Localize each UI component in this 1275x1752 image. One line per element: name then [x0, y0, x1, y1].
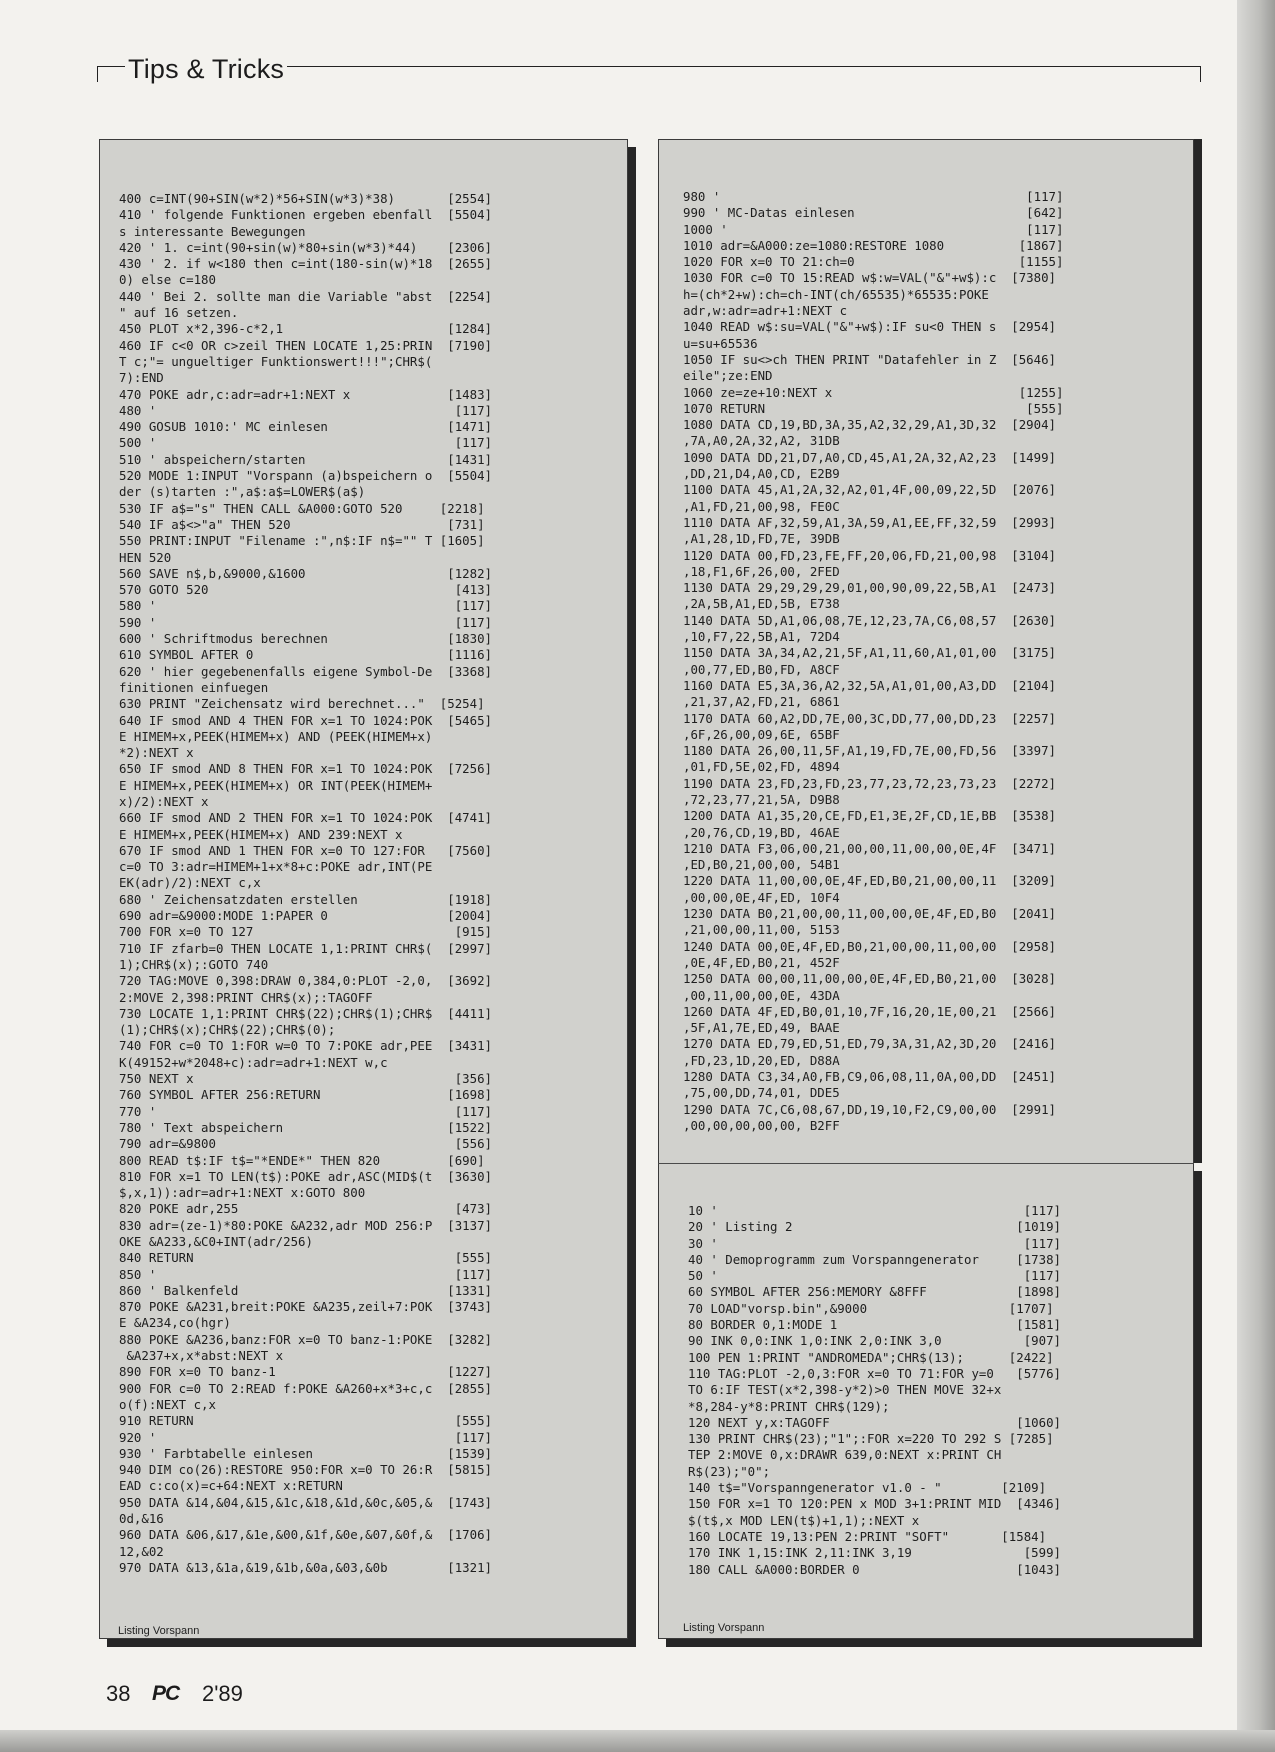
code-line: ,6F,26,00,09,6E, 65BF — [683, 726, 840, 742]
code-line: 30 ' [117] — [688, 1235, 1061, 1251]
code-line: 430 ' 2. if w<180 then c=int(180-sin(w)*18 [2655] — [119, 256, 492, 272]
section-header — [97, 54, 1201, 84]
code-line: 930 ' Farbtabelle einlesen [1539] — [119, 1445, 492, 1461]
code-line: $(t$,x MOD LEN(t$)+1,1);:NEXT x — [688, 1512, 920, 1528]
code-line: 620 ' hier gegebenenfalls eigene Symbol-De [3368] — [119, 663, 492, 679]
code-line: 1220 DATA 11,00,00,0E,4F,ED,B0,21,00,00,11 [3209] — [683, 873, 1056, 889]
code-line: 450 PLOT x*2,396-c*2,1 [1284] — [119, 321, 492, 337]
code-line: 1290 DATA 7C,C6,08,67,DD,19,10,F2,C9,00,00 [2991] — [683, 1101, 1056, 1117]
code-line: ,00,00,0E,4F,ED, 10F4 — [683, 889, 840, 905]
code-line: 710 IF zfarb=0 THEN LOCATE 1,1:PRINT CHR$( [2997] — [119, 940, 492, 956]
page-bottom-shadow — [0, 1730, 1275, 1752]
issue-label: 2'89 — [202, 1681, 243, 1706]
code-line: 970 DATA &13,&1a,&19,&1b,&0a,&03,&0b [1321] — [119, 1559, 492, 1575]
code-line: 1200 DATA A1,35,20,CE,FD,E1,3E,2F,CD,1E,BB [3538] — [683, 808, 1056, 824]
code-line: finitionen einfuegen — [119, 679, 269, 695]
code-line: 1180 DATA 26,00,11,5F,A1,19,FD,7E,00,FD,56 [3397] — [683, 743, 1056, 759]
code-line: 750 NEXT x [356] — [119, 1071, 492, 1087]
code-line: 1120 DATA 00,FD,23,FE,FF,20,06,FD,21,00,98 [3104] — [683, 547, 1056, 563]
code-line: 1);CHR$(x);:GOTO 740 — [119, 956, 269, 972]
code-line: 1260 DATA 4F,ED,B0,01,10,7F,16,20,1E,00,21 [2566] — [683, 1003, 1056, 1019]
code-line: 50 ' [117] — [688, 1268, 1061, 1284]
code-listing-left — [119, 191, 492, 1576]
code-line: 1010 adr=&A000:ze=1080:RESTORE 1080 [1867] — [683, 237, 1064, 253]
code-line: $,x,1)):adr=adr+1:NEXT x:GOTO 800 — [119, 1185, 366, 1201]
code-line: *2):NEXT x — [119, 745, 194, 761]
code-line: 1080 DATA CD,19,BD,3A,35,A2,32,29,A1,3D,32 [2904] — [683, 417, 1056, 433]
code-line: 420 ' 1. c=int(90+sin(w)*80+sin(w*3)*44) [2306] — [119, 239, 492, 255]
code-line: 520 MODE 1:INPUT "Vorspann (a)bspeichern o [5504] — [119, 468, 492, 484]
code-line: 800 READ t$:IF t$="*ENDE*" THEN 820 [690] — [119, 1152, 485, 1168]
code-line: 1000 ' [117] — [683, 221, 1064, 237]
code-line: 410 ' folgende Funktionen ergeben ebenfall [5504] — [119, 207, 492, 223]
code-line: E HIMEM+x,PEEK(HIMEM+x) AND (PEEK(HIMEM+x) — [119, 728, 433, 744]
code-line: 2:MOVE 2,398:PRINT CHR$(x);:TAGOFF — [119, 989, 373, 1005]
code-line: 150 FOR x=1 TO 120:PEN x MOD 3+1:PRINT MID [4346] — [688, 1496, 1061, 1512]
code-line: OKE &A233,&C0+INT(adr/256) — [119, 1234, 313, 1249]
code-line: 1090 DATA DD,21,D7,A0,CD,45,A1,2A,32,A2,23 [1499] — [683, 449, 1056, 465]
code-line: 1020 FOR x=0 TO 21:ch=0 [1155] — [683, 254, 1064, 270]
code-line: 1110 DATA AF,32,59,A1,3A,59,A1,EE,FF,32,59 [2993] — [683, 514, 1056, 530]
code-line: 1030 FOR c=0 TO 15:READ w$:w=VAL("&"+w$):c [7380] — [683, 270, 1056, 286]
code-line: ,01,FD,5E,02,FD, 4894 — [683, 759, 840, 775]
code-line: ,2A,5B,A1,ED,5B, E738 — [683, 596, 840, 612]
code-line: 870 POKE &A231,breit:POKE &A235,zeil+7:POK [3743] — [119, 1299, 492, 1315]
code-line: 740 FOR c=0 TO 1:FOR w=0 TO 7:POKE adr,PEE [3431] — [119, 1038, 492, 1054]
code-line: u=su+65536 — [683, 335, 758, 351]
code-line: eile";ze:END — [683, 368, 773, 384]
code-line: 730 LOCATE 1,1:PRINT CHR$(22);CHR$(1);CHR$ [4411] — [119, 1005, 492, 1021]
code-line: 590 ' [117] — [119, 614, 492, 630]
code-line: 880 POKE &A236,banz:FOR x=0 TO banz-1:POKE [3282] — [119, 1331, 492, 1347]
code-line: 440 ' Bei 2. sollte man die Variable "abst [2254] — [119, 288, 492, 304]
code-line: 770 ' [117] — [119, 1103, 492, 1119]
code-line: 580 ' [117] — [119, 598, 492, 614]
code-line: ,A1,28,1D,FD,7E, 39DB — [683, 531, 840, 547]
code-line: 630 PRINT "Zeichensatz wird berechnet..." [5254] — [119, 696, 485, 712]
code-line: 400 c=INT(90+SIN(w*2)*56+SIN(w*3)*38) [2554] — [119, 191, 492, 206]
code-line: 490 GOSUB 1010:' MC einlesen [1471] — [119, 419, 492, 435]
code-line: ,00,00,00,00,00, B2FF — [683, 1117, 840, 1133]
listing-caption-right: Listing Vorspann — [683, 1622, 765, 1634]
code-line: 610 SYMBOL AFTER 0 [1116] — [119, 647, 492, 663]
code-line: 1050 IF su<>ch THEN PRINT "Datafehler in Z [5646] — [683, 351, 1056, 367]
code-listing-right-top — [683, 189, 1063, 1134]
code-line: 160 LOCATE 19,13:PEN 2:PRINT "SOFT" [1584] — [688, 1528, 1047, 1544]
code-line: 1170 DATA 60,A2,DD,7E,00,3C,DD,77,00,DD,23 [2257] — [683, 710, 1056, 726]
page-number: 38 — [106, 1681, 131, 1706]
code-line: 1130 DATA 29,29,29,29,01,00,90,09,22,5B,A1 [2473] — [683, 580, 1056, 596]
code-line: s interessante Bewegungen — [119, 223, 306, 239]
code-line: o(f):NEXT c,x — [119, 1396, 216, 1412]
code-line: E HIMEM+x,PEEK(HIMEM+x) AND 239:NEXT x — [119, 826, 403, 842]
code-line: ,5F,A1,7E,ED,49, BAAE — [683, 1020, 840, 1036]
code-line: 810 FOR x=1 TO LEN(t$):POKE adr,ASC(MID$(t [3630] — [119, 1168, 492, 1184]
code-line: 1250 DATA 00,00,11,00,00,0E,4F,ED,B0,21,00 [3028] — [683, 971, 1056, 987]
code-line: 1240 DATA 00,0E,4F,ED,B0,21,00,00,11,00,00 [2958] — [683, 938, 1056, 954]
code-line: 790 adr=&9800 [556] — [119, 1136, 492, 1152]
code-line: ,20,76,CD,19,BD, 46AE — [683, 824, 840, 840]
code-line: 1230 DATA B0,21,00,00,11,00,00,0E,4F,ED,B0 [2041] — [683, 906, 1056, 922]
code-line: ,7A,A0,2A,32,A2, 31DB — [683, 433, 840, 449]
code-line: ,72,23,77,21,5A, D9B8 — [683, 791, 840, 807]
code-line: 600 ' Schriftmodus berechnen [1830] — [119, 631, 492, 647]
code-line: ,21,00,00,11,00, 5153 — [683, 922, 840, 938]
code-line: 510 ' abspeichern/starten [1431] — [119, 451, 492, 467]
code-line: h=(ch*2+w):ch=ch-INT(ch/65535)*65535:POKE — [683, 286, 989, 302]
code-line: 140 t$="Vorspanngenerator v1.0 - " [2109] — [688, 1480, 1047, 1496]
code-line: x)/2):NEXT x — [119, 793, 209, 809]
code-line: *8,284-y*8:PRINT CHR$(129); — [688, 1398, 890, 1414]
code-line: 820 POKE adr,255 [473] — [119, 1201, 492, 1217]
code-line: ,18,F1,6F,26,00, 2FED — [683, 563, 840, 579]
code-line: 910 RETURN [555] — [119, 1413, 492, 1429]
code-line: 0) else c=180 — [119, 272, 216, 288]
code-line: 640 IF smod AND 4 THEN FOR x=1 TO 1024:POK [5465] — [119, 712, 492, 728]
code-line: 550 PRINT:INPUT "Filename :",n$:IF n$="" T [1605] — [119, 533, 485, 549]
code-line: 960 DATA &06,&17,&1e,&00,&1f,&0e,&07,&0f,& [1706] — [119, 1527, 492, 1543]
code-line: 570 GOTO 520 [413] — [119, 582, 492, 598]
code-line: 90 INK 0,0:INK 1,0:INK 2,0:INK 3,0 [907] — [688, 1333, 1061, 1349]
code-line: 460 IF c<0 OR c>zeil THEN LOCATE 1,25:PRIN [7190] — [119, 337, 492, 353]
code-line: 830 adr=(ze-1)*80:POKE &A232,adr MOD 256:P [3137] — [119, 1217, 492, 1233]
code-line: 720 TAG:MOVE 0,398:DRAW 0,384,0:PLOT -2,0, [3692] — [119, 973, 492, 989]
code-line: 1190 DATA 23,FD,23,FD,23,77,23,72,23,73,23 [2272] — [683, 775, 1056, 791]
code-line: 560 SAVE n$,b,&9000,&1600 [1282] — [119, 565, 492, 581]
code-line: 890 FOR x=0 TO banz-1 [1227] — [119, 1364, 492, 1380]
code-line: HEN 520 — [119, 549, 172, 565]
code-line: 850 ' [117] — [119, 1266, 492, 1282]
code-line: 1280 DATA C3,34,A0,FB,C9,06,08,11,0A,00,DD [2451] — [683, 1069, 1056, 1085]
code-line: 670 IF smod AND 1 THEN FOR x=0 TO 127:FOR [7560] — [119, 842, 492, 858]
listing-caption-left: Listing Vorspann — [118, 1625, 200, 1637]
code-listing-right-bottom — [688, 1203, 1061, 1578]
code-line: 980 ' [117] — [683, 189, 1064, 204]
magazine-logo: PC — [152, 1682, 180, 1705]
code-line: adr,w:adr=adr+1:NEXT c — [683, 303, 848, 319]
code-line: 80 BORDER 0,1:MODE 1 [1581] — [688, 1317, 1061, 1333]
code-line: ,10,F7,22,5B,A1, 72D4 — [683, 629, 840, 645]
code-line: ,21,37,A2,FD,21, 6861 — [683, 694, 840, 710]
code-line: 660 IF smod AND 2 THEN FOR x=1 TO 1024:POK [4741] — [119, 810, 492, 826]
code-line: 860 ' Balkenfeld [1331] — [119, 1282, 492, 1298]
code-line: c=0 TO 3:adr=HIMEM+1+x*8+c:POKE adr,INT(PE — [119, 859, 433, 875]
code-line: ,DD,21,D4,A0,CD, E2B9 — [683, 466, 840, 482]
code-line: 1160 DATA E5,3A,36,A2,32,5A,A1,01,00,A3,DD [2104] — [683, 677, 1056, 693]
code-line: 780 ' Text abspeichern [1522] — [119, 1119, 492, 1135]
code-line: TEP 2:MOVE 0,x:DRAWR 639,0:NEXT x:PRINT CH — [688, 1447, 1002, 1463]
code-line: 990 ' MC-Datas einlesen [642] — [683, 205, 1064, 221]
code-line: 920 ' [117] — [119, 1429, 492, 1445]
code-line: 900 FOR c=0 TO 2:READ f:POKE &A260+x*3+c,c [2855] — [119, 1380, 492, 1396]
code-line: E &A234,co(hgr) — [119, 1315, 231, 1331]
page-binding-shadow — [1237, 0, 1275, 1752]
code-line: 100 PEN 1:PRINT "ANDROMEDA";CHR$(13); [2422] — [688, 1349, 1054, 1365]
code-line: 60 SYMBOL AFTER 256:MEMORY &8FFF [1898] — [688, 1284, 1061, 1300]
code-line: 500 ' [117] — [119, 435, 492, 451]
code-line: T c;"= ungueltiger Funktionswert!!!";CHR$( — [119, 353, 433, 369]
code-line: 120 NEXT y,x:TAGOFF [1060] — [688, 1414, 1061, 1430]
code-line: ,ED,B0,21,00,00, 54B1 — [683, 857, 840, 873]
code-line: 180 CALL &A000:BORDER 0 [1043] — [688, 1561, 1061, 1577]
code-line: 1210 DATA F3,06,00,21,00,00,11,00,00,0E,4F [3471] — [683, 840, 1056, 856]
code-line: ,0E,4F,ED,B0,21, 452F — [683, 954, 840, 970]
code-line: 1040 READ w$:su=VAL("&"+w$):IF su<0 THEN s [2954] — [683, 319, 1056, 335]
code-line: 10 ' [117] — [688, 1203, 1061, 1218]
code-line: 110 TAG:PLOT -2,0,3:FOR x=0 TO 71:FOR y=0 [5776] — [688, 1365, 1061, 1381]
code-line: (1);CHR$(x);CHR$(22);CHR$(0); — [119, 1022, 336, 1038]
code-line: 130 PRINT CHR$(23);"1";:FOR x=220 TO 292 S [7285] — [688, 1431, 1054, 1447]
code-line: 700 FOR x=0 TO 127 [915] — [119, 924, 492, 940]
code-line: 1140 DATA 5D,A1,06,08,7E,12,23,7A,C6,08,57 [2630] — [683, 612, 1056, 628]
code-line: &A237+x,x*abst:NEXT x — [126, 1348, 284, 1364]
code-line: 470 POKE adr,c:adr=adr+1:NEXT x [1483] — [119, 386, 492, 402]
code-line: E HIMEM+x,PEEK(HIMEM+x) OR INT(PEEK(HIMEM+ — [119, 777, 433, 793]
code-line: K(49152+w*2048+c):adr=adr+1:NEXT w,c — [119, 1054, 388, 1070]
code-line: 690 adr=&9000:MODE 1:PAPER 0 [2004] — [119, 908, 492, 924]
code-line: ,FD,23,1D,20,ED, D88A — [683, 1052, 840, 1068]
code-line: 840 RETURN [555] — [119, 1250, 492, 1266]
section-title: Tips & Tricks — [125, 54, 287, 85]
code-line: ,00,11,00,00,0E, 43DA — [683, 987, 840, 1003]
code-line: ,A1,FD,21,00,98, FE0C — [683, 498, 840, 514]
code-line: 70 LOAD"vorsp.bin",&9000 [1707] — [688, 1300, 1054, 1316]
code-line: ,75,00,DD,74,01, DDE5 — [683, 1085, 840, 1101]
code-line: 950 DATA &14,&04,&15,&1c,&18,&1d,&0c,&05,& [1743] — [119, 1494, 492, 1510]
code-line: 12,&02 — [119, 1543, 164, 1559]
code-line: 680 ' Zeichensatzdaten erstellen [1918] — [119, 891, 492, 907]
code-line: R$(23);"0"; — [688, 1463, 771, 1479]
code-line: 1150 DATA 3A,34,A2,21,5F,A1,11,60,A1,01,00 [3175] — [683, 645, 1056, 661]
code-line: 940 DIM co(26):RESTORE 950:FOR x=0 TO 26:R [5815] — [119, 1462, 492, 1478]
code-line: ,00,77,ED,B0,FD, A8CF — [683, 661, 840, 677]
code-line: 480 ' [117] — [119, 402, 492, 418]
code-line: 1100 DATA 45,A1,2A,32,A2,01,4F,00,09,22,5D [2076] — [683, 482, 1056, 498]
code-line: 1060 ze=ze+10:NEXT x [1255] — [683, 384, 1064, 400]
code-line: 40 ' Demoprogramm zum Vorspanngenerator [1738] — [688, 1251, 1061, 1267]
code-line: EAD c:co(x)=c+64:NEXT x:RETURN — [119, 1478, 343, 1494]
code-line: 170 INK 1,15:INK 2,11:INK 3,19 [599] — [688, 1545, 1061, 1561]
code-line: " auf 16 setzen. — [119, 305, 239, 321]
code-line: 650 IF smod AND 8 THEN FOR x=1 TO 1024:POK [7256] — [119, 761, 492, 777]
code-line: 540 IF a$<>"a" THEN 520 [731] — [119, 516, 485, 532]
code-line: TO 6:IF TEST(x*2,398-y*2)>0 THEN MOVE 32+x — [688, 1382, 1002, 1398]
code-line: 760 SYMBOL AFTER 256:RETURN [1698] — [119, 1087, 492, 1103]
code-line: 1070 RETURN [555] — [683, 400, 1064, 416]
code-line: 1270 DATA ED,79,ED,51,ED,79,3A,31,A2,3D,20 [2416] — [683, 1036, 1056, 1052]
code-line: 530 IF a$="s" THEN CALL &A000:GOTO 520 [2218] — [119, 500, 485, 516]
code-line: 7):END — [119, 370, 164, 386]
code-line: der (s)tarten :",a$:a$=LOWER$(a$) — [119, 484, 366, 500]
code-line: 20 ' Listing 2 [1019] — [688, 1219, 1061, 1235]
panel-divider — [658, 1163, 1194, 1164]
code-line: EK(adr)/2):NEXT c,x — [119, 875, 261, 891]
code-line: 0d,&16 — [119, 1511, 164, 1527]
